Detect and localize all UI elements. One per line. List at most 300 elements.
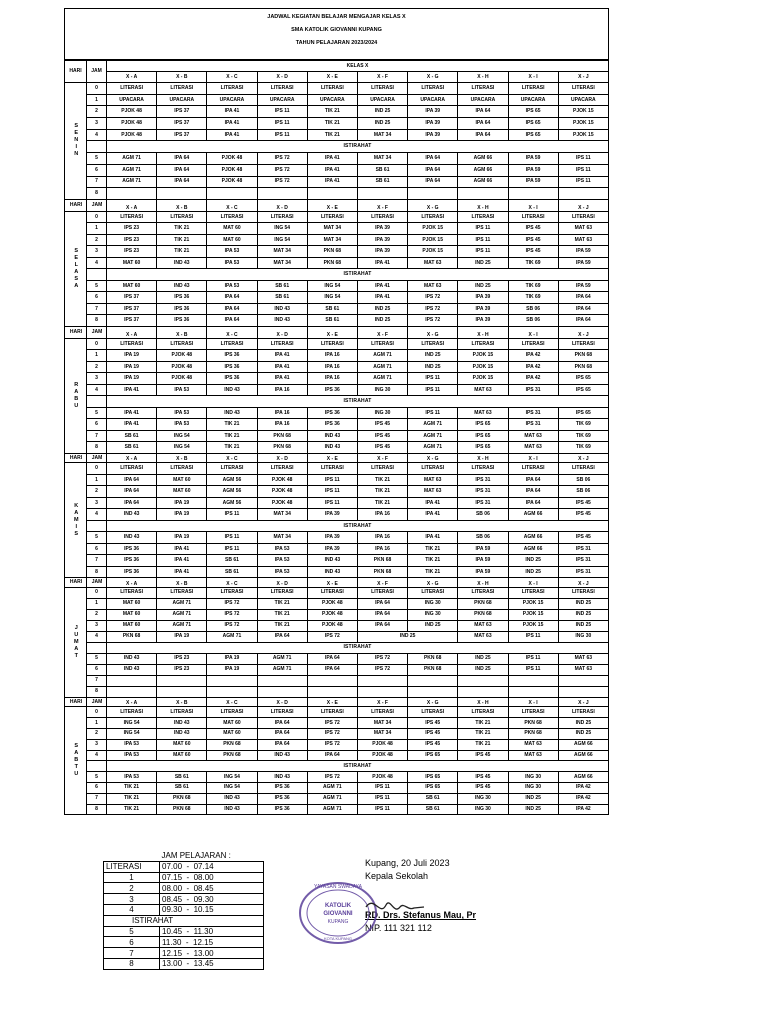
subject-cell [408, 675, 458, 686]
jam-number: 8 [87, 566, 107, 578]
subject-cell: TIK 21 [408, 555, 458, 567]
lesson-row [65, 686, 609, 697]
subject-cell: IND 43 [157, 728, 207, 739]
subject-cell: LITERASI [307, 338, 357, 350]
subject-cell: IPS 11 [357, 804, 407, 815]
subject-cell: IPS 72 [307, 728, 357, 739]
subject-cell: PKN 68 [257, 430, 307, 442]
subject-cell: IPA 42 [558, 793, 608, 804]
subject-cell: PJOK 48 [207, 164, 257, 176]
legend-row [104, 926, 264, 937]
subject-cell: PKN 68 [357, 555, 407, 567]
subject-cell: IPA 59 [508, 176, 558, 188]
day-header-row [65, 199, 609, 211]
subject-cell: IPA 53 [157, 384, 207, 396]
subject-cell: IPA 64 [558, 292, 608, 304]
legend-start: 11.30 [162, 937, 182, 947]
subject-cell: LITERASI [207, 211, 257, 223]
subject-cell: ING 54 [107, 728, 157, 739]
class-header: X - F [357, 326, 407, 338]
subject-cell: IPA 41 [207, 129, 257, 141]
class-header: X - C [207, 697, 257, 707]
class-header: X - F [357, 453, 407, 463]
subject-cell: PKN 68 [307, 257, 357, 269]
subject-cell: IPS 31 [458, 486, 508, 498]
subject-cell: IPA 64 [157, 164, 207, 176]
subject-cell: IPS 36 [257, 793, 307, 804]
subject-cell: IPS 72 [307, 739, 357, 750]
subject-cell: PKN 68 [458, 598, 508, 609]
subject-cell: TIK 21 [307, 129, 357, 141]
subject-cell: IPA 16 [357, 532, 407, 544]
day-label: SABTU [65, 707, 87, 815]
subject-cell: LITERASI [458, 707, 508, 718]
subject-cell [357, 686, 407, 697]
subject-cell: IPA 39 [357, 234, 407, 246]
subject-cell: SB 61 [107, 430, 157, 442]
subject-cell: LITERASI [508, 587, 558, 598]
subject-cell: IPS 23 [157, 653, 207, 664]
jam-number: 8 [87, 442, 107, 454]
lesson-row [65, 153, 609, 165]
lesson-row [65, 782, 609, 793]
subject-cell: IPA 41 [157, 555, 207, 567]
class-header: X - E [307, 326, 357, 338]
subject-cell: IPS 11 [458, 223, 508, 235]
lesson-row [65, 718, 609, 729]
subject-cell [508, 675, 558, 686]
subject-cell: IPS 11 [307, 497, 357, 509]
subject-cell: LITERASI [157, 707, 207, 718]
subject-cell: IPA 53 [257, 543, 307, 555]
subject-cell: PJOK 15 [508, 620, 558, 631]
subject-cell: LITERASI [458, 338, 508, 350]
class-header: X - F [357, 578, 407, 588]
lesson-row [65, 234, 609, 246]
lesson-row [65, 532, 609, 544]
subject-cell: LITERASI [307, 463, 357, 475]
lesson-row [65, 257, 609, 269]
subject-cell: IPS 11 [458, 234, 508, 246]
lesson-row [65, 543, 609, 555]
subject-cell: SB 06 [458, 532, 508, 544]
lesson-row [65, 486, 609, 498]
subject-cell: LITERASI [408, 211, 458, 223]
subject-cell: PKN 68 [408, 664, 458, 675]
istirahat-row [65, 520, 609, 532]
subject-cell: IPS 65 [458, 419, 508, 431]
subject-cell: IND 43 [157, 257, 207, 269]
subject-cell [458, 675, 508, 686]
subject-cell: SB 61 [257, 280, 307, 292]
class-header: X - J [558, 199, 608, 211]
subject-cell: ING 30 [508, 782, 558, 793]
class-header: X - G [408, 326, 458, 338]
subject-cell: IND 43 [257, 750, 307, 761]
subject-cell: PJOK 48 [307, 609, 357, 620]
subject-cell: LITERASI [257, 83, 307, 95]
subject-cell: SB 61 [207, 566, 257, 578]
subject-cell: AGM 56 [207, 497, 257, 509]
subject-cell: IPS 31 [558, 555, 608, 567]
subject-cell: TIK 21 [458, 739, 508, 750]
subject-cell: IPS 65 [408, 782, 458, 793]
subject-cell: IPS 72 [207, 620, 257, 631]
subject-cell: IPS 11 [558, 164, 608, 176]
jam-number: 6 [87, 664, 107, 675]
subject-cell: SB 61 [357, 164, 407, 176]
subject-cell: PJOK 48 [357, 739, 407, 750]
class-header: X - A [107, 72, 157, 83]
legend-title: JAM PELAJARAN : [161, 851, 231, 861]
jam-number: 7 [87, 675, 107, 686]
subject-cell: IPS 36 [257, 804, 307, 815]
subject-cell: IPS 65 [408, 750, 458, 761]
subject-cell: TIK 21 [157, 223, 207, 235]
subject-cell: ING 30 [508, 772, 558, 783]
subject-cell: MAT 63 [458, 631, 508, 642]
jam-header: JAM [87, 697, 107, 707]
class-header: X - E [307, 72, 357, 83]
jam-number: 2 [87, 486, 107, 498]
subject-cell: LITERASI [408, 587, 458, 598]
jam-number: 0 [87, 587, 107, 598]
class-header: X - F [357, 72, 407, 83]
subject-cell: IPS 65 [508, 106, 558, 118]
subject-cell: MAT 34 [307, 234, 357, 246]
subject-cell: IPA 64 [107, 486, 157, 498]
class-header: X - H [458, 453, 508, 463]
subject-cell [458, 188, 508, 200]
subject-cell: AGM 66 [458, 164, 508, 176]
subject-cell [257, 188, 307, 200]
subject-cell: PKN 68 [408, 653, 458, 664]
subject-cell: PJOK 48 [157, 361, 207, 373]
subject-cell: UPACARA [207, 94, 257, 106]
subject-cell: IPA 64 [558, 315, 608, 327]
subject-cell: LITERASI [357, 463, 407, 475]
subject-cell: LITERASI [107, 463, 157, 475]
header-school: SMA KATOLIK GIOVANNI KUPANG [291, 27, 382, 33]
class-header: X - H [458, 326, 508, 338]
jam-number: 4 [87, 129, 107, 141]
subject-cell [558, 686, 608, 697]
istirahat-row [65, 141, 609, 153]
class-header: X - B [157, 578, 207, 588]
class-header: X - C [207, 72, 257, 83]
jam-number: 3 [87, 246, 107, 258]
class-header: X - I [508, 199, 558, 211]
legend-time: 08.00 - 08.45 [160, 883, 264, 894]
subject-cell: LITERASI [357, 707, 407, 718]
subject-cell: UPACARA [257, 94, 307, 106]
subject-cell: MAT 63 [458, 384, 508, 396]
subject-cell: IPA 64 [207, 315, 257, 327]
subject-cell: IND 43 [107, 509, 157, 521]
subject-cell: IPA 64 [508, 474, 558, 486]
subject-cell: IND 25 [458, 280, 508, 292]
subject-cell: MAT 34 [257, 532, 307, 544]
principal-title: Kepala Sekolah [365, 871, 429, 881]
legend-start: 10.45 [162, 926, 183, 936]
class-header: X - A [107, 697, 157, 707]
subject-cell: IPA 39 [307, 543, 357, 555]
subject-cell [157, 686, 207, 697]
subject-cell: IPA 64 [357, 598, 407, 609]
subject-cell: IPA 16 [307, 361, 357, 373]
subject-cell: MAT 60 [107, 598, 157, 609]
subject-cell: IPS 11 [207, 509, 257, 521]
subject-cell: LITERASI [157, 338, 207, 350]
subject-cell: IPA 64 [558, 303, 608, 315]
subject-cell: ING 30 [458, 793, 508, 804]
subject-cell [508, 686, 558, 697]
jam-number: 1 [87, 94, 107, 106]
subject-cell: IND 43 [207, 793, 257, 804]
subject-cell: IPA 64 [408, 164, 458, 176]
subject-cell: MAT 63 [508, 442, 558, 454]
subject-cell: PKN 68 [157, 793, 207, 804]
subject-cell: MAT 63 [508, 739, 558, 750]
subject-cell: TIK 21 [357, 497, 407, 509]
subject-cell: IPS 11 [558, 176, 608, 188]
subject-cell: MAT 60 [157, 474, 207, 486]
subject-cell: ING 54 [207, 772, 257, 783]
class-header: X - G [408, 72, 458, 83]
subject-cell: IND 43 [257, 772, 307, 783]
class-header: X - A [107, 199, 157, 211]
subject-cell: MAT 60 [207, 718, 257, 729]
subject-cell: TIK 21 [107, 782, 157, 793]
lesson-row [65, 587, 609, 598]
lesson-row [65, 598, 609, 609]
subject-cell: LITERASI [508, 707, 558, 718]
subject-cell: SB 61 [157, 772, 207, 783]
lesson-row [65, 83, 609, 95]
jam-number: 3 [87, 373, 107, 385]
jam-number: 3 [87, 620, 107, 631]
class-header: X - A [107, 326, 157, 338]
subject-cell: PKN 68 [357, 566, 407, 578]
subject-cell: IPA 16 [257, 407, 307, 419]
subject-cell: IPA 16 [257, 419, 307, 431]
subject-cell: IPA 19 [157, 497, 207, 509]
lesson-row [65, 246, 609, 258]
subject-cell: IPS 11 [458, 246, 508, 258]
subject-cell: MAT 34 [257, 257, 307, 269]
hari-header: HARI [65, 453, 87, 463]
jam-number: 3 [87, 739, 107, 750]
subject-cell [107, 188, 157, 200]
subject-cell: IPS 65 [508, 118, 558, 130]
subject-cell: PKN 68 [157, 804, 207, 815]
lesson-row [65, 407, 609, 419]
subject-cell: AGM 66 [558, 750, 608, 761]
subject-cell: LITERASI [558, 463, 608, 475]
subject-cell: IPS 11 [257, 106, 307, 118]
subject-cell: IPA 59 [458, 543, 508, 555]
jam-header: JAM [87, 578, 107, 588]
subject-cell: IPA 64 [107, 474, 157, 486]
istirahat-label: ISTIRAHAT [107, 396, 609, 408]
subject-cell: IPA 64 [508, 486, 558, 498]
subject-cell: LITERASI [157, 83, 207, 95]
subject-cell: LITERASI [207, 707, 257, 718]
class-header: X - I [508, 72, 558, 83]
jam-number: 1 [87, 718, 107, 729]
subject-cell: LITERASI [157, 463, 207, 475]
subject-cell: LITERASI [257, 707, 307, 718]
lesson-row [65, 188, 609, 200]
subject-cell: IPA 42 [558, 804, 608, 815]
class-header: X - B [157, 453, 207, 463]
jam-number: 4 [87, 257, 107, 269]
legend-row [104, 883, 264, 894]
subject-cell: IPA 53 [157, 407, 207, 419]
legend-row [104, 904, 264, 915]
lesson-row [65, 793, 609, 804]
subject-cell: MAT 60 [207, 234, 257, 246]
subject-cell [508, 188, 558, 200]
subject-cell: PJOK 48 [157, 373, 207, 385]
class-header: X - C [207, 326, 257, 338]
subject-cell: LITERASI [408, 338, 458, 350]
subject-cell: TIK 21 [458, 728, 508, 739]
jam-number: 1 [87, 474, 107, 486]
subject-cell: IND 25 [508, 555, 558, 567]
subject-cell: IND 25 [357, 631, 457, 642]
class-header: X - D [257, 578, 307, 588]
lesson-row [65, 664, 609, 675]
subject-cell: IPA 53 [207, 246, 257, 258]
subject-cell: PJOK 48 [257, 486, 307, 498]
subject-cell: IPS 72 [357, 653, 407, 664]
subject-cell: TIK 21 [458, 718, 508, 729]
legend-start: 07.15 [162, 872, 183, 882]
subject-cell: LITERASI [357, 83, 407, 95]
subject-cell: PKN 68 [207, 750, 257, 761]
lesson-row [65, 609, 609, 620]
subject-cell: IPA 64 [307, 653, 357, 664]
class-header: X - H [458, 697, 508, 707]
subject-cell: AGM 56 [207, 486, 257, 498]
subject-cell: IPA 41 [107, 407, 157, 419]
class-header: X - D [257, 453, 307, 463]
subject-cell: IPA 59 [508, 164, 558, 176]
subject-cell: IND 25 [508, 793, 558, 804]
subject-cell: IPS 45 [357, 442, 407, 454]
subject-cell: IPS 65 [458, 442, 508, 454]
class-header: X - A [107, 578, 157, 588]
subject-cell: TIK 21 [107, 793, 157, 804]
day-label: KAMIS [65, 463, 87, 578]
subject-cell: LITERASI [107, 338, 157, 350]
jam-number: 5 [87, 280, 107, 292]
subject-cell: MAT 34 [357, 718, 407, 729]
jam-number: 6 [87, 782, 107, 793]
legend-time: 08.45 - 09.30 [160, 894, 264, 905]
subject-cell: IND 43 [107, 664, 157, 675]
subject-cell [207, 188, 257, 200]
jam-number: 0 [87, 707, 107, 718]
subject-cell: MAT 60 [107, 280, 157, 292]
jam-number: 2 [87, 106, 107, 118]
subject-cell: IPA 42 [508, 373, 558, 385]
seal-bottom-text: KOTA KUPANG [323, 936, 353, 941]
subject-cell: PJOK 15 [508, 609, 558, 620]
subject-cell: MAT 63 [408, 280, 458, 292]
subject-cell: IPA 41 [307, 153, 357, 165]
subject-cell: AGM 71 [157, 620, 207, 631]
subject-cell: MAT 34 [357, 129, 407, 141]
class-header: X - B [157, 199, 207, 211]
jam-number: 4 [87, 384, 107, 396]
subject-cell: LITERASI [458, 211, 508, 223]
jam-number: 5 [87, 653, 107, 664]
subject-cell [408, 686, 458, 697]
class-header: X - I [508, 578, 558, 588]
subject-cell: IPS 23 [107, 223, 157, 235]
subject-cell: IPS 72 [408, 303, 458, 315]
lesson-row [65, 566, 609, 578]
subject-cell: AGM 56 [207, 474, 257, 486]
class-header: X - H [458, 72, 508, 83]
subject-cell: SB 06 [508, 303, 558, 315]
subject-cell: IND 43 [157, 718, 207, 729]
subject-cell: PJOK 48 [307, 620, 357, 631]
subject-cell: PJOK 15 [408, 223, 458, 235]
subject-cell: LITERASI [257, 463, 307, 475]
subject-cell: MAT 63 [458, 620, 508, 631]
subject-cell: IND 25 [408, 350, 458, 362]
subject-cell: LITERASI [307, 707, 357, 718]
lesson-row [65, 750, 609, 761]
jam-number: 8 [87, 686, 107, 697]
subject-cell: ING 54 [157, 442, 207, 454]
jam-number: 4 [87, 509, 107, 521]
subject-cell: SB 61 [408, 804, 458, 815]
subject-cell: IPA 19 [157, 532, 207, 544]
subject-cell: IPA 41 [307, 176, 357, 188]
subject-cell: LITERASI [408, 83, 458, 95]
legend-time: 10.45 - 11.30 [160, 926, 264, 937]
subject-cell: LITERASI [107, 587, 157, 598]
legend-row [104, 915, 264, 926]
class-header: X - J [558, 326, 608, 338]
legend-istirahat: ISTIRAHAT [104, 915, 264, 926]
subject-cell: IPA 19 [207, 653, 257, 664]
subject-cell: IPS 36 [307, 419, 357, 431]
lesson-row [65, 118, 609, 130]
subject-cell: IND 25 [357, 118, 407, 130]
subject-cell: IPA 64 [257, 718, 307, 729]
subject-cell: TIK 21 [408, 543, 458, 555]
subject-cell: IPS 11 [508, 653, 558, 664]
subject-cell: TIK 69 [558, 430, 608, 442]
subject-cell: IPS 45 [357, 419, 407, 431]
subject-cell: AGM 71 [357, 350, 407, 362]
subject-cell: IPA 64 [458, 129, 508, 141]
subject-cell: IPS 36 [157, 315, 207, 327]
jam-number: 6 [87, 292, 107, 304]
subject-cell: TIK 21 [157, 234, 207, 246]
subject-cell: IPA 59 [558, 280, 608, 292]
class-header: X - D [257, 697, 307, 707]
subject-cell: IPA 16 [307, 373, 357, 385]
subject-cell: IPA 41 [257, 373, 307, 385]
subject-cell: AGM 71 [357, 361, 407, 373]
subject-cell: PJOK 48 [257, 474, 307, 486]
